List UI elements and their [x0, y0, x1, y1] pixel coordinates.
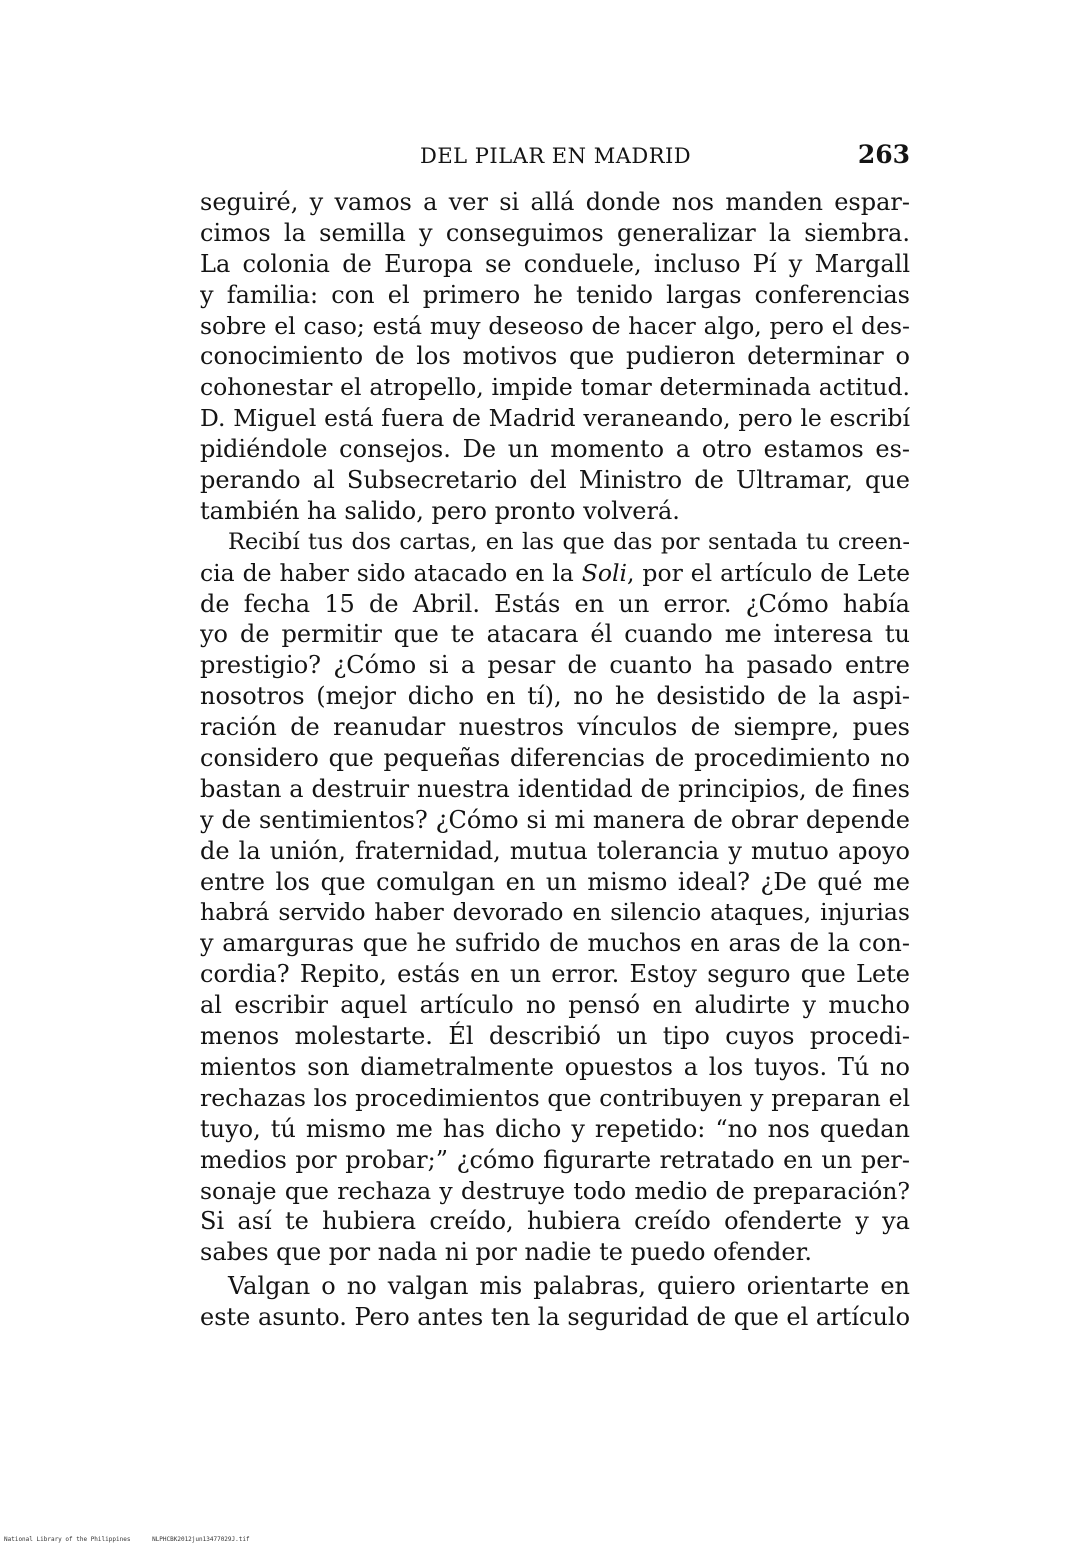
- paragraph-2: [200, 527, 910, 1268]
- text-line: de fecha 15 de Abril. Estás en un error. ¿Cómo había: [200, 589, 910, 618]
- page-number: 263: [857, 140, 910, 169]
- text-line: sonaje que rechaza y destruye todo medio de preparación?: [200, 1176, 910, 1205]
- text-line: y amarguras que he sufrido de muchos en aras de la con-: [200, 929, 910, 958]
- text-line: pidiéndole consejos. De un momento a otro estamos es-: [200, 435, 910, 464]
- text-line: yo de permitir que te atacara él cuando me interesa tu: [200, 620, 910, 649]
- text-line: cimos la semilla y conseguimos generalizar la siembra.: [200, 218, 910, 247]
- text-line: conocimiento de los motivos que pudieron determinar o: [200, 342, 910, 371]
- text-line: al escribir aquel artículo no pensó en aludirte y mucho: [200, 991, 910, 1020]
- text-line: rechazas los procedimientos que contribuyen y preparan el: [200, 1083, 910, 1112]
- periodical-title: Soli: [581, 558, 627, 587]
- text-line: Valgan o no valgan mis palabras, quiero orientarte en: [228, 1272, 910, 1301]
- text-line: nosotros (mejor dicho en tí), no he desistido de la aspi-: [200, 682, 910, 711]
- text-line: de la unión, fraternidad, mutua tolerancia y mutuo apoyo: [200, 836, 910, 865]
- running-head: DEL PILAR EN MADRID: [420, 144, 692, 168]
- text-line: considero que pequeñas diferencias de procedimiento no: [200, 744, 910, 773]
- text-line: sobre el caso; está muy deseoso de hacer algo, pero el des-: [200, 311, 910, 340]
- text-line: y familia: con el primero he tenido largas conferencias: [200, 280, 910, 309]
- file-id: NLPHCBK2012jun13477029J.tif: [152, 1536, 250, 1543]
- text-line: La colonia de Europa se conduele, incluso Pí y Margall: [200, 249, 910, 278]
- text-line: mientos son diametralmente opuestos a los tuyos. Tú no: [200, 1052, 910, 1081]
- page-header: [200, 140, 912, 180]
- text-line: Recibí tus dos cartas, en las que das por sentada tu creen-: [228, 528, 910, 555]
- text-line: cia de haber sido atacado en la Soli, por el artículo de Lete: [200, 558, 910, 587]
- text-line: bastan a destruir nuestra identidad de principios, de fines: [200, 774, 910, 803]
- text-line: este asunto. Pero antes ten la seguridad de que el artículo: [200, 1303, 910, 1332]
- text-line: sabes que por nada ni por nadie te puedo ofender.: [200, 1238, 813, 1267]
- text-line: tuyo, tú mismo me has dicho y repetido: “no nos quedan: [200, 1114, 910, 1143]
- text-line: también ha salido, pero pronto volverá.: [200, 496, 680, 525]
- text-line: entre los que comulgan en un mismo ideal? ¿De qué me: [200, 867, 910, 896]
- text-line: cordia? Repito, estás en un error. Estoy seguro que Lete: [200, 960, 910, 989]
- text-line: Si así te hubiera creído, hubiera creído ofenderte y ya: [200, 1207, 910, 1236]
- text-line: perando al Subsecretario del Ministro de Ultramar, que: [200, 466, 910, 495]
- text-line: seguiré, y vamos a ver si allá donde nos manden espar-: [200, 188, 910, 216]
- text-line: prestigio? ¿Cómo si a pesar de cuanto ha pasado entre: [200, 651, 910, 680]
- text-line: medios por probar;” ¿cómo figurarte retratado en un per-: [200, 1145, 910, 1174]
- scan-footer: [4, 1536, 268, 1543]
- body-text: [200, 187, 910, 1333]
- paragraph-3: [200, 1271, 910, 1333]
- text-line: habrá servido haber devorado en silencio ataques, injurias: [200, 898, 910, 927]
- text-line: ración de reanudar nuestros vínculos de siempre, pues: [200, 713, 910, 742]
- library-credit: National Library of the Philippines: [4, 1536, 131, 1543]
- paragraph-1: [200, 187, 910, 527]
- text-line: cohonestar el atropello, impide tomar determinada actitud.: [200, 373, 910, 402]
- text-line: y de sentimientos? ¿Cómo si mi manera de obrar depende: [200, 805, 910, 834]
- text-line: menos molestarte. Él describió un tipo cuyos procedi-: [200, 1022, 910, 1051]
- text-line: D. Miguel está fuera de Madrid veraneando, pero le escribí: [200, 404, 910, 433]
